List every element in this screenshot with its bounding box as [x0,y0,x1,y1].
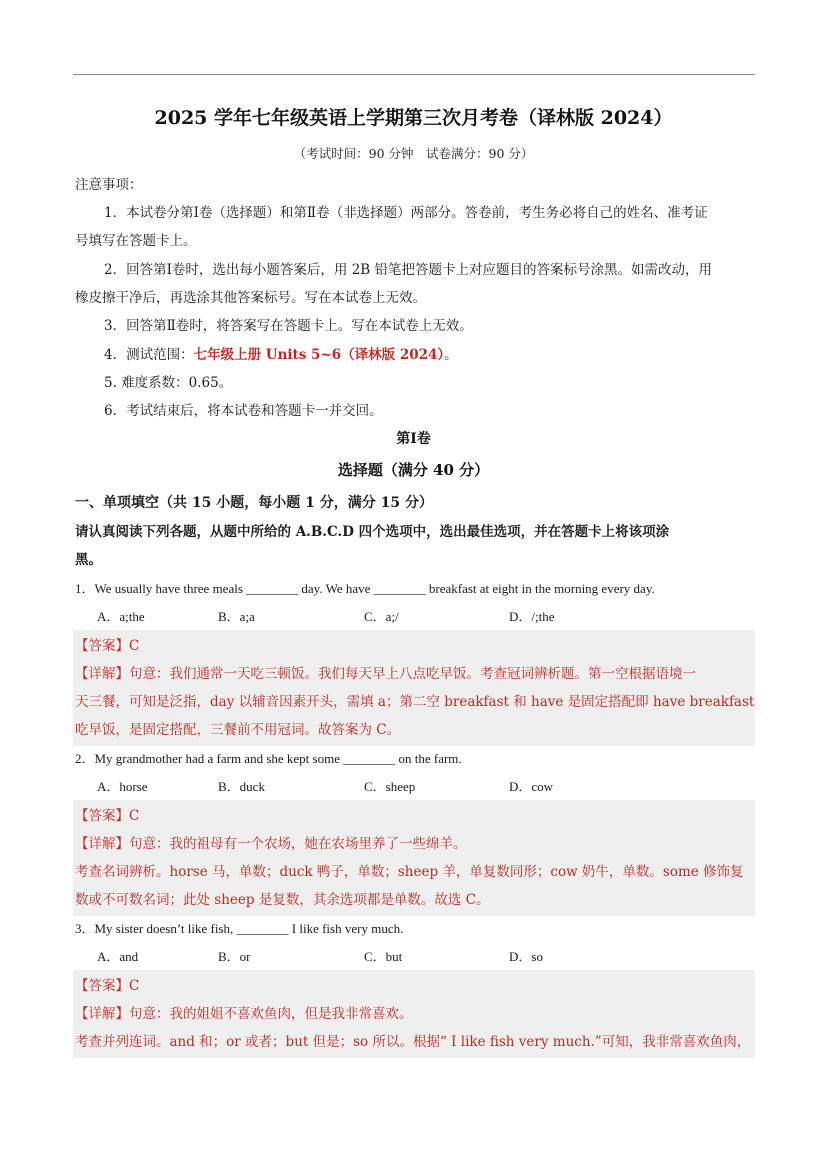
notes-heading: 注意事项： [75,177,143,193]
page-title: 2025 学年七年级英语上学期第三次月考卷（译林版 2024） [154,107,673,129]
note-1-line-2: 号填写在答题卡上。 [75,233,197,249]
header-rule [73,74,755,75]
note-4-suffix: 。 [444,347,458,363]
note-1-line-1: 1．本试卷分第Ⅰ卷（选择题）和第Ⅱ卷（非选择题）两部分。答卷前，考生务必将自己的姓名、准考证 [104,205,708,221]
note-2-line-2: 橡皮擦干净后，再选涂其他答案标号。写在本试卷上无效。 [75,290,426,306]
instruction-line-2: 黑。 [75,552,102,568]
question-3-stem: 3．My sister doesn’t like fish, ________ I like fish very much. [75,921,404,936]
question-2-option-c: C．sheep [364,779,416,794]
note-3: 3．回答第Ⅱ卷时，将答案写在答题卡上。写在本试卷上无效。 [104,318,473,334]
instruction-line-1: 请认真阅读下列各题，从题中所给的 A.B.C.D 四个选项中，选出最佳选项，并在答题卡上将该项涂 [75,524,670,540]
question-3-option-b: B．or [218,949,251,964]
question-2-detail-line-2: 考查名词辨析。horse 马，单数；duck 鸭子，单数；sheep 羊，单复数同形；cow 奶牛，单数。some 修饰复 [75,864,744,880]
question-1-option-d: D．/;the [509,609,555,624]
question-1-option-c: C．a;/ [364,609,399,624]
part-title: 一、单项填空（共 15 小题，每小题 1 分，满分 15 分） [75,495,433,511]
note-4 [104,343,458,363]
question-1-detail-line-1: 【详解】句意：我们通常一天吃三顿饭。我们每天早上八点吃早饭。考查冠词辨析题。第一空根据语境一 [75,666,696,682]
note-2-line-1: 2．回答第Ⅰ卷时，选出每小题答案后，用 2B 铅笔把答题卡上对应题目的答案标号涂黑。如需改动，用 [104,262,713,278]
question-2-detail-line-1: 【详解】句意：我的祖母有一个农场，她在农场里养了一些绵羊。 [75,836,467,852]
question-3-option-d: D．so [509,949,543,964]
note-6: 6．考试结束后，将本试卷和答题卡一并交回。 [104,403,383,419]
question-2-stem: 2．My grandmother had a farm and she kept some ________ on the farm. [75,751,462,766]
question-2-detail-line-3: 数或不可数名词；此处 sheep 是复数，其余选项都是单数。故选 C。 [75,892,490,908]
question-1-option-a: A．a;the [97,609,145,624]
question-2-option-d: D．cow [509,779,554,794]
exam-info: （考试时间：90 分钟 试卷满分：90 分） [293,146,534,161]
question-1-detail-line-3: 吃早饭，是固定搭配，三餐前不用冠词。故答案为 C。 [75,722,401,738]
note-5: 5. 难度系数：0.65。 [104,375,233,391]
question-2-answer: 【答案】C [75,808,140,824]
question-3-option-c: C．but [364,949,403,964]
question-3-detail-line-1: 【详解】句意：我的姐姐不喜欢鱼肉，但是我非常喜欢。 [75,1006,413,1022]
question-2-option-a: A．horse [97,779,148,794]
note-4-prefix: 4．测试范围： [104,347,194,363]
question-1-option-b: B．a;a [218,609,255,624]
question-1-answer: 【答案】C [75,638,140,654]
question-3-detail-line-2: 考查并列连词。and 和；or 或者；but 但是；so 所以。根据“ I like fish very much.”可知，我非常喜欢鱼肉， [75,1034,751,1050]
note-4-range: 七年级上册 Units 5~6（译林版 2024） [193,347,445,363]
question-3-option-a: A．and [97,949,139,964]
question-1-detail-line-2: 天三餐，可知是泛指，day 以辅音因素开头，需填 a；第二空 breakfast 和 have 是固定搭配即 have breakfast [75,694,755,710]
volume-heading: 第Ⅰ卷 [396,431,431,447]
volume-title: 选择题（满分 40 分） [337,461,490,479]
question-1-stem: 1．We usually have three meals ________ day. We have ________ breakfast at eight in the morning every day. [75,581,655,596]
question-3-answer: 【答案】C [75,978,140,994]
question-2-option-b: B．duck [218,779,265,794]
